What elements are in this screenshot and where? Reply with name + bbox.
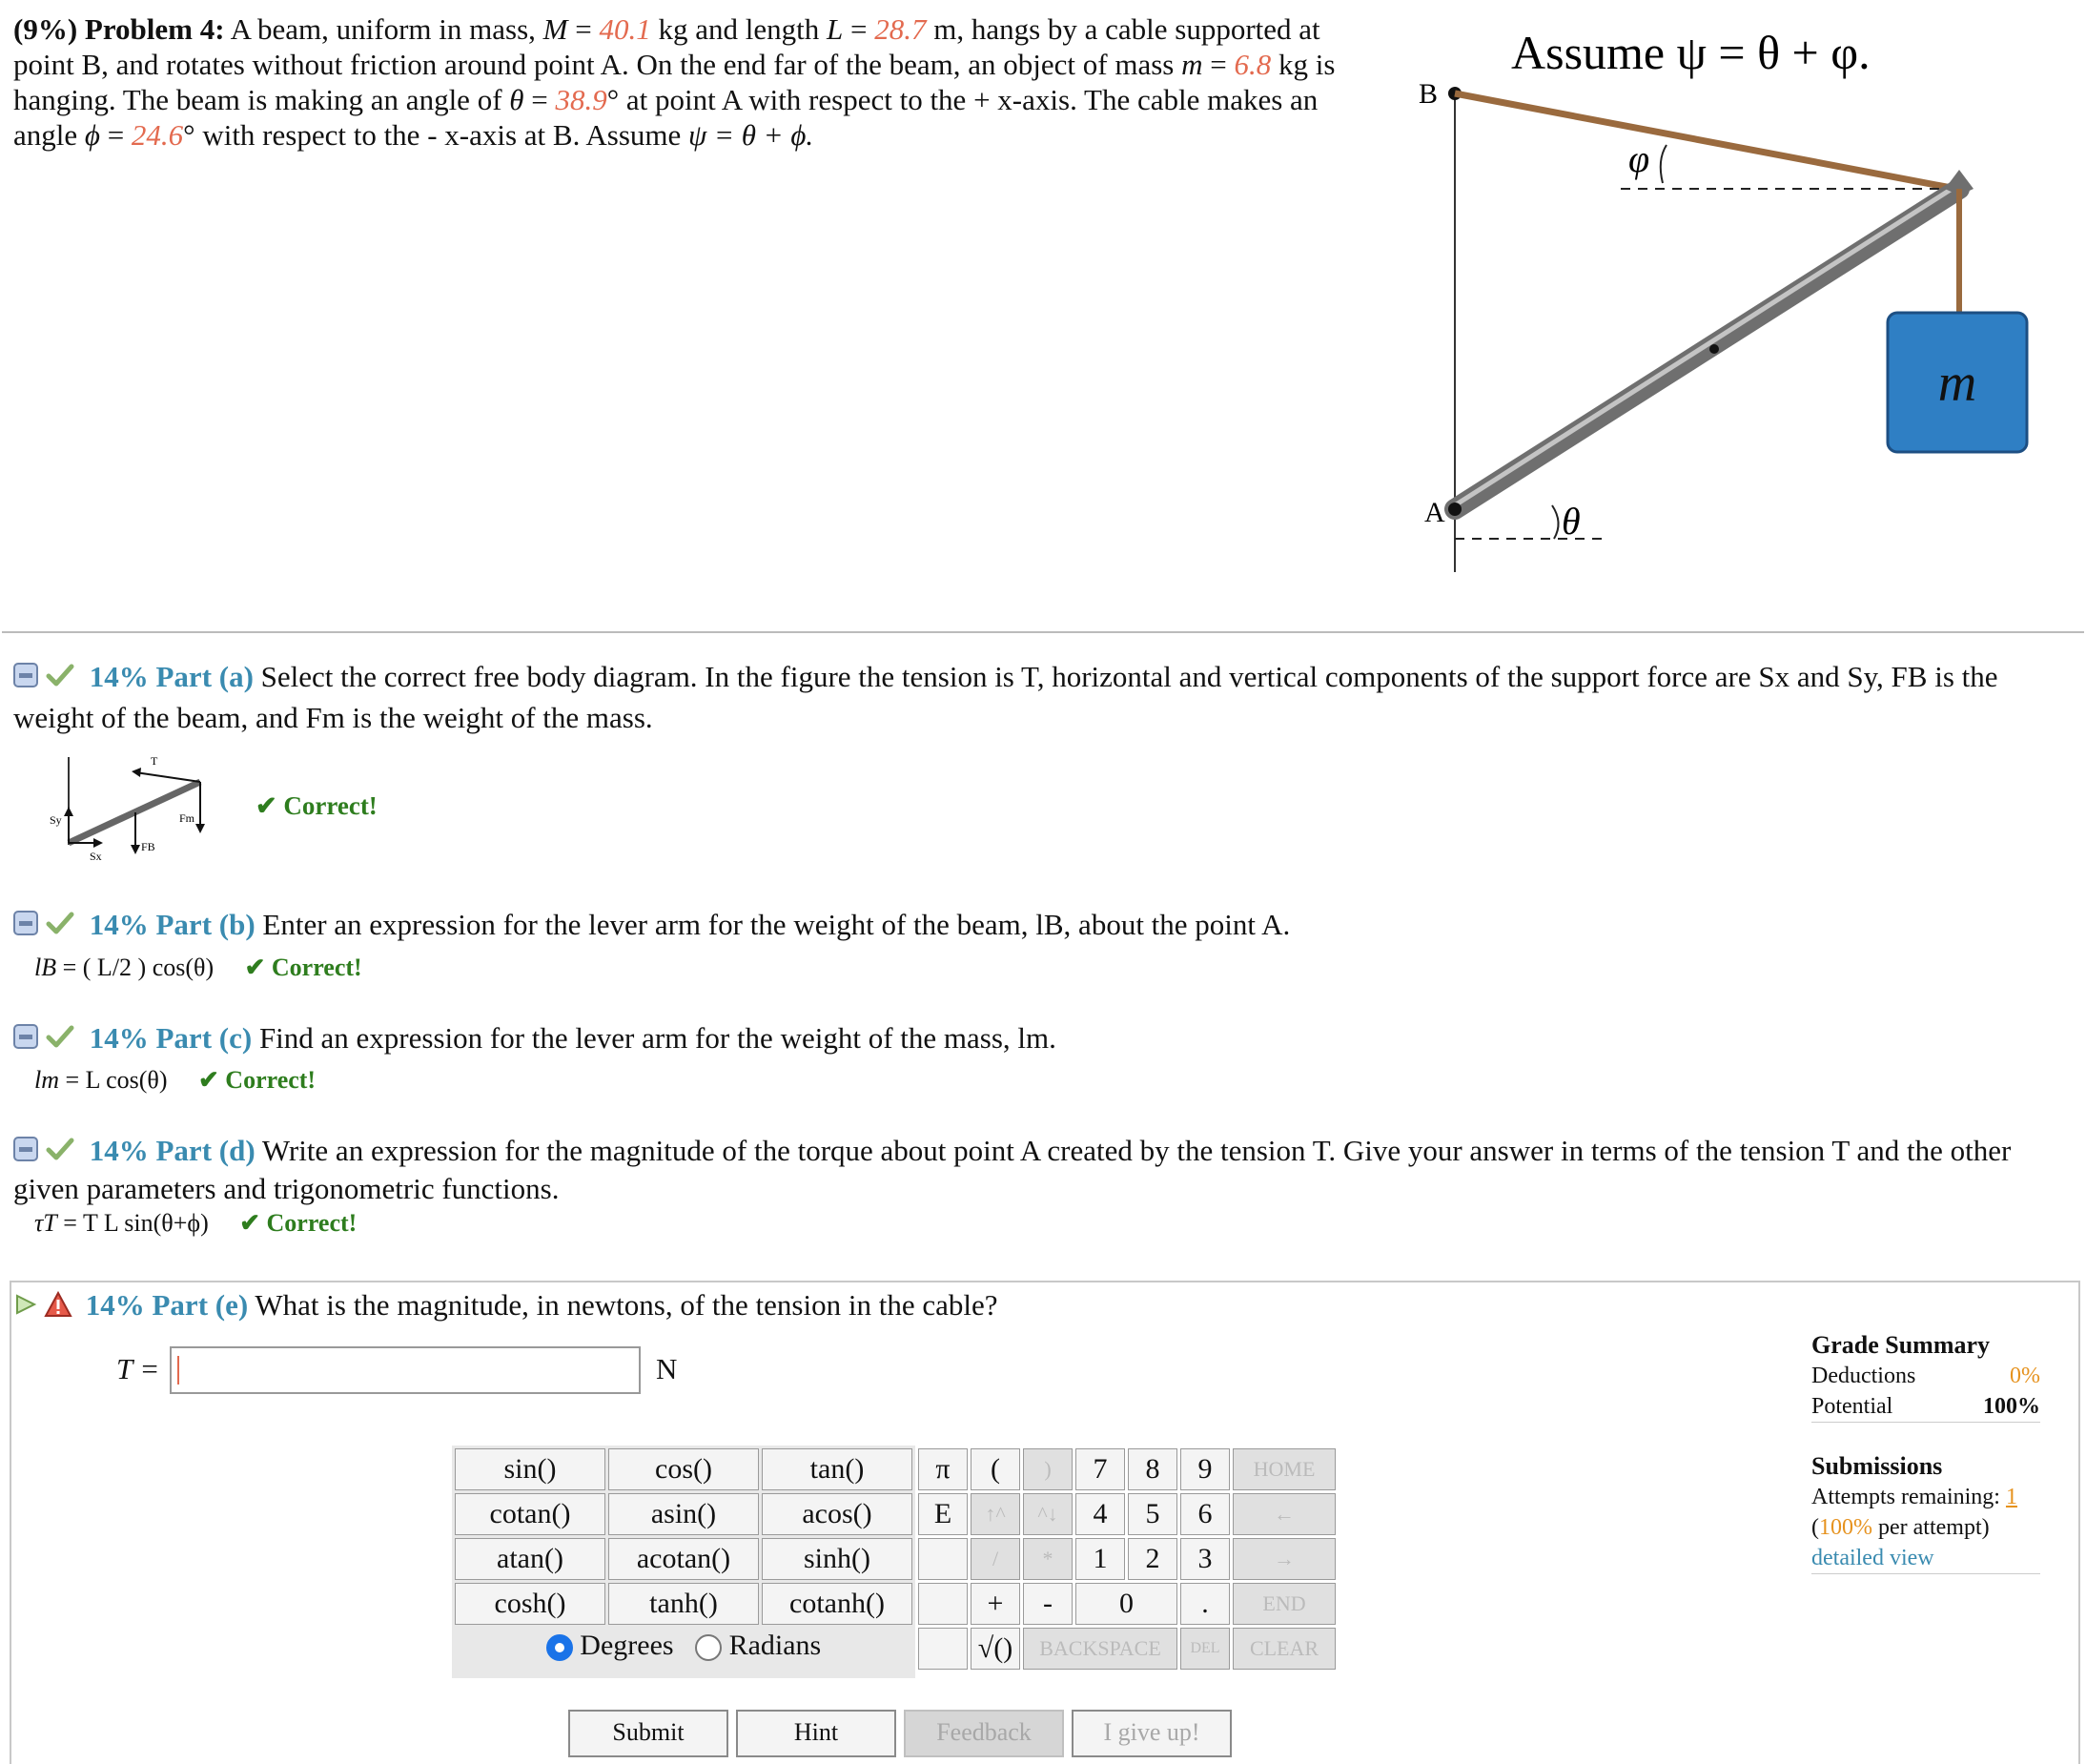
key-0[interactable]: 0 bbox=[1075, 1583, 1177, 1625]
part-b-answer bbox=[34, 952, 362, 984]
problem-text-5: ° at point A with respect to the + x-axis. The cable makes an angle bbox=[13, 83, 1319, 152]
part-c-status: ✔ Correct! bbox=[198, 1066, 317, 1094]
key-right-paren[interactable]: ) bbox=[1023, 1448, 1073, 1490]
point-a-dot bbox=[1448, 503, 1462, 516]
degrees-label[interactable]: Degrees bbox=[580, 1630, 674, 1661]
part-b-question bbox=[13, 906, 2073, 947]
phi-arc bbox=[1661, 145, 1667, 183]
grade-summary-title: Grade Summary bbox=[1811, 1331, 1991, 1359]
warning-icon bbox=[44, 1289, 72, 1327]
key-3[interactable]: 3 bbox=[1180, 1538, 1230, 1580]
attempts-row bbox=[1811, 1482, 2040, 1512]
fbd-tension-arrow bbox=[135, 772, 200, 782]
theta-symbol: θ bbox=[509, 83, 524, 116]
key-cotanh[interactable]: cotanh() bbox=[762, 1583, 912, 1625]
key-del[interactable]: DEL bbox=[1180, 1628, 1230, 1670]
key-acotan[interactable]: acotan() bbox=[608, 1538, 759, 1580]
fbd-sy-head bbox=[64, 807, 73, 816]
part-c-question bbox=[13, 1019, 2073, 1060]
problem-text-3: m, hangs by a cable supported at point B, and rotates without friction around point A. On the end far of the beam, an object of mass bbox=[13, 12, 1320, 81]
key-tan[interactable]: tan() bbox=[762, 1448, 912, 1490]
part-c-text: Find an expression for the lever arm for the weight of the mass, lm. bbox=[258, 1021, 1056, 1055]
part-c-symbol: lm bbox=[34, 1066, 59, 1094]
part-d-label[interactable]: 14% Part (d) bbox=[89, 1134, 256, 1167]
numeric-keypad bbox=[915, 1446, 1339, 1672]
object-mass-symbol: m bbox=[1181, 48, 1203, 81]
key-dot[interactable]: . bbox=[1180, 1583, 1230, 1625]
check-icon bbox=[46, 1136, 76, 1171]
give-up-button[interactable]: I give up! bbox=[1072, 1710, 1232, 1757]
beam bbox=[1455, 189, 1959, 509]
submissions-title: Submissions bbox=[1811, 1452, 1943, 1480]
part-d-question bbox=[13, 1133, 2073, 1206]
key-minus[interactable]: - bbox=[1023, 1583, 1073, 1625]
part-b-status: ✔ Correct! bbox=[244, 954, 362, 981]
function-key-table bbox=[452, 1446, 915, 1628]
theta-label: θ bbox=[1562, 500, 1581, 543]
attempts-value: 1 bbox=[2005, 1485, 2017, 1509]
collapse-icon[interactable] bbox=[13, 1136, 40, 1171]
collapse-icon[interactable] bbox=[13, 909, 40, 947]
radians-label[interactable]: Radians bbox=[728, 1630, 822, 1661]
length-symbol: L bbox=[826, 12, 844, 46]
assume-expression: ψ = θ + ϕ. bbox=[688, 118, 814, 152]
key-blank-3 bbox=[918, 1628, 968, 1670]
equals: = bbox=[575, 12, 592, 46]
fbd-label-fb: FB bbox=[141, 840, 155, 853]
key-blank-1 bbox=[918, 1538, 968, 1580]
fbd-tension-head bbox=[132, 768, 141, 777]
problem-weight: (9%) bbox=[13, 12, 78, 46]
key-sinh[interactable]: sinh() bbox=[762, 1538, 912, 1580]
key-2[interactable]: 2 bbox=[1128, 1538, 1177, 1580]
potential-label: Potential bbox=[1811, 1394, 1893, 1419]
part-c-label[interactable]: 14% Part (c) bbox=[89, 1021, 253, 1055]
check-icon bbox=[46, 661, 76, 699]
key-asin[interactable]: asin() bbox=[608, 1493, 759, 1535]
equals: = bbox=[849, 12, 868, 46]
deductions-row bbox=[1811, 1361, 2040, 1391]
key-cotan[interactable]: cotan() bbox=[455, 1493, 605, 1535]
key-home[interactable]: HOME bbox=[1233, 1448, 1336, 1490]
key-blank-2 bbox=[918, 1583, 968, 1625]
key-sqrt[interactable]: √() bbox=[971, 1628, 1020, 1670]
fbd-label-sy: Sy bbox=[50, 813, 62, 827]
attempts-label: Attempts remaining: bbox=[1811, 1485, 2000, 1509]
key-9[interactable]: 9 bbox=[1180, 1448, 1230, 1490]
problem-text-2: kg and length bbox=[658, 12, 820, 46]
key-backspace[interactable]: BACKSPACE bbox=[1023, 1628, 1177, 1670]
part-d-symbol: τT bbox=[34, 1209, 57, 1237]
key-multiply[interactable]: * bbox=[1023, 1538, 1073, 1580]
part-e-label[interactable]: 14% Part (e) bbox=[85, 1288, 249, 1322]
key-5[interactable]: 5 bbox=[1128, 1493, 1177, 1535]
fbd-fm-head bbox=[195, 824, 205, 833]
key-left-arrow[interactable]: ← bbox=[1233, 1493, 1336, 1535]
key-sin[interactable]: sin() bbox=[455, 1448, 605, 1490]
part-b-text: Enter an expression for the lever arm for the weight of the beam, lB, about the point A. bbox=[262, 908, 1291, 941]
key-tanh[interactable]: tanh() bbox=[608, 1583, 759, 1625]
part-a-label[interactable]: 14% Part (a) bbox=[89, 660, 254, 693]
grade-summary bbox=[1811, 1330, 2040, 1574]
function-keypad bbox=[452, 1446, 915, 1678]
cable bbox=[1455, 93, 1956, 189]
problem-statement bbox=[13, 11, 1348, 153]
potential-value: 100% bbox=[1983, 1394, 2040, 1419]
key-acos[interactable]: acos() bbox=[762, 1493, 912, 1535]
problem-text-1: A beam, uniform in mass, bbox=[230, 12, 536, 46]
collapse-icon[interactable] bbox=[13, 661, 40, 699]
equals: = bbox=[107, 118, 125, 152]
per-attempt-value: 100% bbox=[1819, 1515, 1872, 1540]
part-e-question bbox=[13, 1286, 2073, 1327]
check-icon bbox=[46, 1022, 76, 1060]
assume-label: Assume ψ = θ + φ. bbox=[1511, 26, 1871, 79]
key-7[interactable]: 7 bbox=[1075, 1448, 1125, 1490]
fbd-label-sx: Sx bbox=[90, 850, 102, 863]
potential-row bbox=[1811, 1391, 2040, 1423]
key-1[interactable]: 1 bbox=[1075, 1538, 1125, 1580]
object-mass-value: 6.8 bbox=[1234, 48, 1272, 81]
key-atan[interactable]: atan() bbox=[455, 1538, 605, 1580]
key-pi[interactable]: π bbox=[918, 1448, 968, 1490]
phi-symbol: ϕ bbox=[84, 118, 100, 152]
key-6[interactable]: 6 bbox=[1180, 1493, 1230, 1535]
collapse-icon[interactable] bbox=[13, 1022, 40, 1060]
detailed-view-link[interactable]: detailed view bbox=[1811, 1546, 1934, 1570]
key-subscript[interactable]: ^↓ bbox=[1023, 1493, 1073, 1535]
problem-text-6: ° with respect to the - x-axis at B. Assume bbox=[183, 118, 682, 152]
beam-figure bbox=[1411, 19, 2078, 591]
part-a-status: ✔ Correct! bbox=[256, 791, 378, 820]
part-b-label[interactable]: 14% Part (b) bbox=[89, 908, 256, 941]
angle-mode-group bbox=[452, 1630, 915, 1662]
key-clear[interactable]: CLEAR bbox=[1233, 1628, 1336, 1670]
mass-symbol: M bbox=[542, 12, 568, 46]
per-attempt-text: per attempt) bbox=[1878, 1515, 1990, 1540]
free-body-diagram[interactable] bbox=[48, 751, 229, 868]
key-4[interactable]: 4 bbox=[1075, 1493, 1125, 1535]
key-end[interactable]: END bbox=[1233, 1583, 1336, 1625]
answer-unit: N bbox=[656, 1352, 678, 1385]
part-b-symbol: lB bbox=[34, 954, 57, 981]
key-8[interactable]: 8 bbox=[1128, 1448, 1177, 1490]
fbd-fb-head bbox=[131, 845, 140, 854]
expand-triangle-icon[interactable] bbox=[13, 1289, 38, 1327]
part-a-text: Select the correct free body diagram. In the figure the tension is T, horizontal and vertical components of the support force are Sx and Sy, FB is the weight of the beam, and Fm is the weight of the mass. bbox=[13, 660, 1998, 734]
text-cursor bbox=[177, 1356, 179, 1385]
check-icon bbox=[46, 909, 76, 947]
beam-mass-value: 40.1 bbox=[599, 12, 651, 46]
key-superscript[interactable]: ↑^ bbox=[971, 1493, 1020, 1535]
point-b-label: B bbox=[1419, 78, 1439, 110]
numeric-key-table bbox=[915, 1446, 1339, 1672]
theta-value: 38.9 bbox=[555, 83, 607, 116]
part-e-text: What is the magnitude, in newtons, of the tension in the cable? bbox=[255, 1288, 998, 1322]
part-c-answer bbox=[34, 1064, 316, 1097]
feedback-button[interactable]: Feedback bbox=[904, 1710, 1064, 1757]
problem-label: Problem 4: bbox=[84, 12, 225, 46]
beam-highlight bbox=[1455, 186, 1956, 505]
equals: = bbox=[1210, 48, 1227, 81]
key-divide[interactable]: / bbox=[971, 1538, 1020, 1580]
part-a-question bbox=[13, 658, 2073, 737]
theta-arc bbox=[1552, 505, 1559, 539]
key-e[interactable]: E bbox=[918, 1493, 968, 1535]
answer-input-label: T = bbox=[116, 1352, 160, 1385]
equals: = bbox=[531, 83, 548, 116]
deductions-label: Deductions bbox=[1811, 1364, 1916, 1388]
key-right-arrow[interactable]: → bbox=[1233, 1538, 1336, 1580]
key-cos[interactable]: cos() bbox=[608, 1448, 759, 1490]
point-a-label: A bbox=[1424, 497, 1445, 528]
key-plus[interactable]: + bbox=[971, 1583, 1020, 1625]
answer-input[interactable] bbox=[170, 1346, 641, 1394]
phi-label: φ bbox=[1628, 137, 1650, 180]
part-d-expression: = T L sin(θ+ϕ) bbox=[63, 1209, 209, 1237]
part-d-answer bbox=[34, 1207, 357, 1240]
per-attempt-row: (100% per attempt) bbox=[1811, 1515, 1990, 1540]
submit-button[interactable]: Submit bbox=[568, 1710, 728, 1757]
length-value: 28.7 bbox=[874, 12, 927, 46]
deductions-value: 0% bbox=[2010, 1364, 2040, 1388]
mass-label: m bbox=[1937, 354, 1977, 413]
fbd-label-t: T bbox=[151, 754, 158, 768]
hint-button[interactable]: Hint bbox=[736, 1710, 896, 1757]
beam-center-dot bbox=[1709, 344, 1719, 354]
fbd-label-fm: Fm bbox=[179, 811, 195, 825]
radians-radio[interactable] bbox=[695, 1634, 722, 1661]
key-left-paren[interactable]: ( bbox=[971, 1448, 1020, 1490]
fbd-sx-head bbox=[93, 838, 103, 848]
key-cosh[interactable]: cosh() bbox=[455, 1583, 605, 1625]
part-d-status: ✔ Correct! bbox=[239, 1209, 358, 1237]
degrees-radio[interactable] bbox=[546, 1634, 573, 1661]
part-b-expression: = ( L/2 ) cos(θ) bbox=[62, 954, 215, 981]
problem-text-4: kg is hanging. The beam is making an angle of bbox=[13, 48, 1336, 116]
part-d-text: Write an expression for the magnitude of the torque about point A created by the tension T. Give your answer in terms of the tension T and the other given parameters and trigonometric functions. bbox=[13, 1134, 2012, 1206]
phi-value: 24.6 bbox=[131, 118, 184, 152]
part-c-expression: = L cos(θ) bbox=[65, 1066, 168, 1094]
